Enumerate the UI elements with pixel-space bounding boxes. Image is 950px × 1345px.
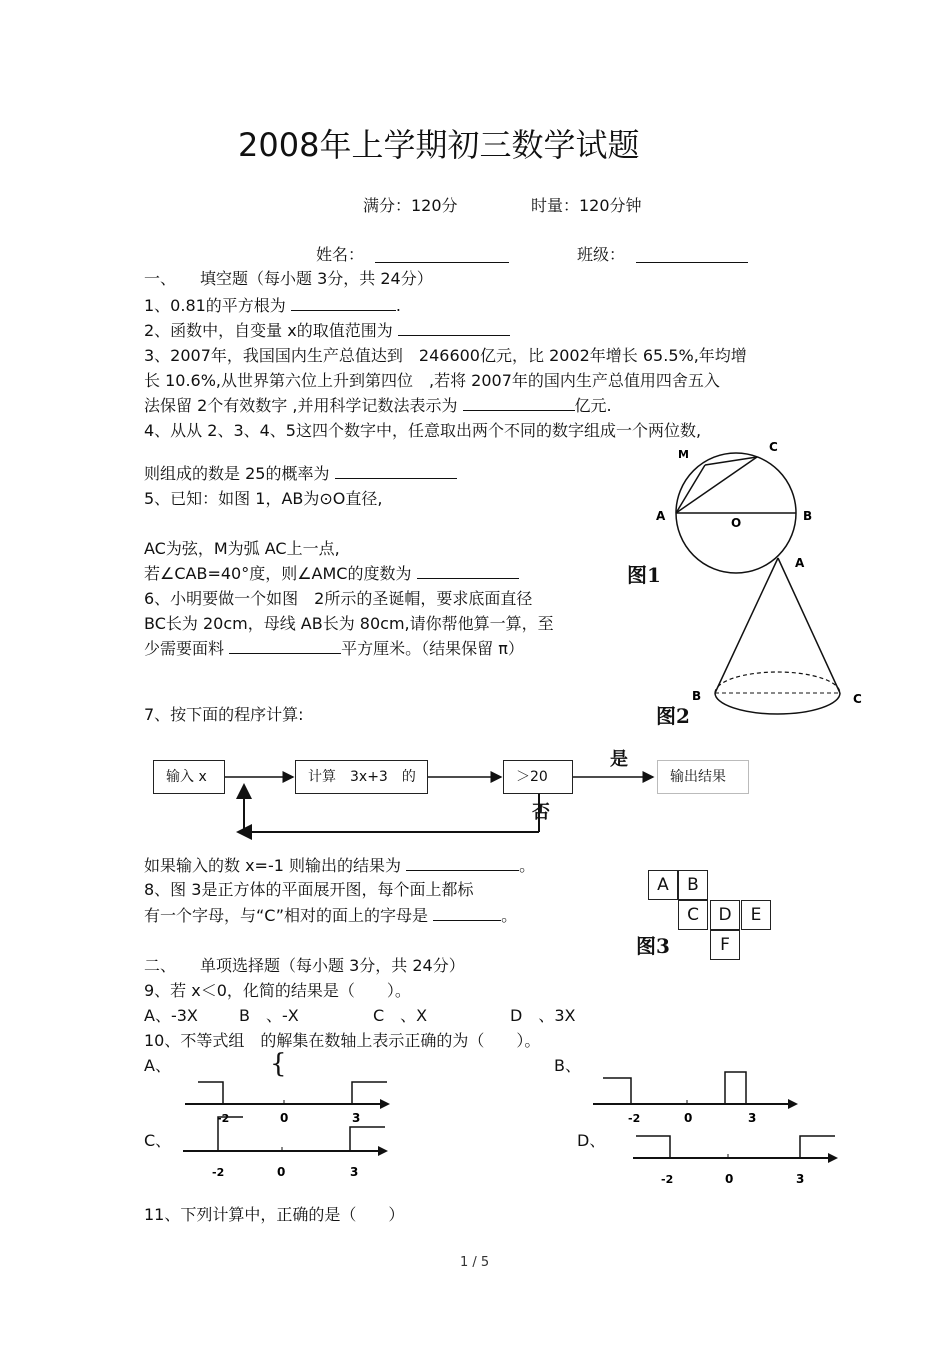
answer-blank-5[interactable] [417, 564, 519, 579]
question-7-line-2 [144, 856, 535, 876]
cone-base-front [715, 693, 840, 714]
cube-net-face-a: A [648, 870, 678, 900]
question-6-line-3 [144, 639, 524, 659]
flowchart-input-box: 输入 x [153, 760, 225, 794]
page-title: 2008年上学期初三数学试题 [238, 126, 640, 164]
question-9: 9、若 x＜0，化简的结果是（ ）。 [144, 981, 411, 1000]
question-4-text: 则组成的数是 25的概率为 [144, 464, 330, 483]
question-2 [144, 321, 510, 341]
question-4-line-1: 4、从从 2、3、4、5这四个数字中，任意取出两个不同的数字组成一个两位数, [144, 421, 702, 440]
flowchart-yes-label: 是 [610, 749, 628, 770]
cone-base-back [715, 672, 840, 693]
flowchart-condition-box: ＞20 [503, 760, 573, 794]
q10-option-b[interactable]: B、 [554, 1056, 581, 1075]
system-brace: { [270, 1049, 287, 1079]
question-4-line-2 [144, 464, 457, 484]
question-7-end: 。 [519, 856, 536, 875]
full-score: 满分：120分 [363, 196, 458, 215]
question-5-text: 若∠CAB=40°度，则∠AMC的度数为 [144, 564, 412, 583]
cube-net-face-c: C [678, 900, 708, 930]
figure-1-caption: 图1 [627, 563, 661, 587]
chord-ac [676, 457, 757, 513]
cube-net-face-f: F [710, 930, 740, 960]
q9-option-b[interactable]: B 、-X [239, 1006, 299, 1025]
question-8-text: 有一个字母，与“C”相对的面上的字母是 [144, 906, 429, 925]
ray-left [603, 1078, 631, 1104]
question-1: 1、0.81的平方根为 . [144, 296, 401, 315]
cone-label-b: B [692, 689, 702, 703]
answer-blank-7[interactable] [406, 856, 519, 871]
question-3-line-3 [144, 396, 612, 416]
cube-net-face-d: D [710, 900, 740, 930]
answer-blank-1[interactable] [291, 296, 396, 311]
question-7-text: 如果输入的数 x=-1 则输出的结果为 [144, 856, 402, 875]
cube-net-face-b: B [678, 870, 708, 900]
question-5-line-2: AC为弦，M为弧 AC上一点, [144, 539, 340, 558]
q10-option-c[interactable]: C、 [144, 1131, 172, 1150]
question-6-line-1: 6、小明要做一个如图 2所示的圣诞帽，要求底面直径 [144, 589, 533, 608]
tick-label: 3 [748, 1111, 757, 1125]
label-b: B [803, 509, 813, 523]
answer-blank-6[interactable] [229, 639, 341, 654]
q10-option-d[interactable]: D、 [577, 1131, 606, 1150]
name-blank[interactable] [375, 262, 509, 263]
question-6-unit: 平方厘米。（结果保留 π） [341, 639, 524, 658]
question-5-line-1: 5、已知：如图 1，AB为⊙O直径, [144, 489, 383, 508]
class-blank[interactable] [636, 262, 748, 263]
question-3-line-2: 长 10.6%,从世界第六位上升到第四位 ,若将 2007年的国内生产总值用四舍五入 [144, 371, 720, 390]
page-number: 1 / 5 [460, 1255, 490, 1270]
tick-label: 0 [280, 1111, 289, 1125]
question-3-text: 法保留 2个有效数字 ,并用科学记数法表示为 [144, 396, 458, 415]
answer-blank-2[interactable] [398, 321, 510, 336]
q9-option-c[interactable]: C 、X [373, 1006, 428, 1025]
label-m: M [678, 448, 689, 461]
question-3-unit: 亿元. [574, 396, 612, 415]
ray-left [198, 1082, 223, 1104]
number-line-d [628, 1128, 843, 1190]
flowchart-calc-box: 计算 3x+3 的 [295, 760, 428, 794]
tick-label: 0 [277, 1165, 286, 1179]
time-limit: 时量：120分钟 [531, 196, 642, 215]
number-line-b [588, 1070, 803, 1130]
cone-label-a: A [795, 556, 805, 570]
flowchart-output-box: 输出结果 [657, 760, 749, 794]
section-2-heading: 二、 单项选择题（每小题 3分，共 24分） [144, 956, 465, 975]
tick-label: -2 [628, 1112, 641, 1125]
question-8-line-1: 8、图 3是正方体的平面展开图，每个面上都标 [144, 880, 474, 899]
ray-left [636, 1136, 670, 1158]
tick-label: -2 [212, 1166, 225, 1179]
question-5-line-3 [144, 564, 519, 584]
tick-label: 3 [796, 1172, 805, 1186]
q9-option-a[interactable]: A、-3X [144, 1006, 198, 1025]
question-2-text: 2、函数中，自变量 x的取值范围为 [144, 321, 393, 340]
ray-left [218, 1117, 243, 1151]
section-1-heading: 一、 填空题（每小题 3分，共 24分） [144, 269, 433, 288]
question-7-line-1: 7、按下面的程序计算: [144, 705, 304, 724]
q9-option-d[interactable]: D 、3X [510, 1006, 576, 1025]
ray-right [725, 1072, 746, 1104]
tick-label: 0 [725, 1172, 734, 1186]
label-o: O [731, 516, 742, 530]
label-c: C [769, 440, 778, 454]
tick-label: -2 [661, 1173, 674, 1186]
tick-label: -2 [217, 1112, 230, 1125]
cone-label-c: C [853, 692, 862, 706]
figure-2-cone-diagram [685, 550, 870, 740]
figure-3-caption: 图3 [636, 934, 670, 958]
cube-net-face-e: E [741, 900, 771, 930]
answer-blank-4[interactable] [335, 464, 457, 479]
question-6-text: 少需要面料 [144, 639, 225, 658]
tick-label: 0 [684, 1111, 693, 1125]
class-label: 班级： [577, 245, 626, 264]
figure-2-caption: 图2 [656, 704, 690, 728]
question-8-end: 。 [501, 906, 518, 925]
number-line-c [178, 1115, 393, 1185]
answer-blank-8[interactable] [433, 906, 501, 921]
answer-blank-3[interactable] [463, 396, 575, 411]
question-1-text: 1、0.81的平方根为 [144, 296, 286, 315]
cone-slant-left [715, 558, 778, 693]
question-6-line-2: BC长为 20cm，母线 AB长为 80cm,请你帮他算一算，至 [144, 614, 554, 633]
flowchart-no-label: 否 [532, 802, 550, 823]
tick-label: 3 [350, 1165, 359, 1179]
question-10: 10、不等式组 的解集在数轴上表示正确的为（ ）。 [144, 1031, 541, 1050]
question-11: 11、下列计算中，正确的是（ ） [144, 1205, 405, 1224]
q10-option-a[interactable]: A、 [144, 1056, 171, 1075]
tick-label: 3 [352, 1111, 361, 1125]
name-label: 姓名： [316, 245, 365, 264]
question-3-line-1: 3、2007年，我国国内生产总值达到 246600亿元，比 2002年增长 65.5%,年均增 [144, 346, 747, 365]
label-a: A [656, 509, 666, 523]
question-8-line-2 [144, 906, 517, 926]
